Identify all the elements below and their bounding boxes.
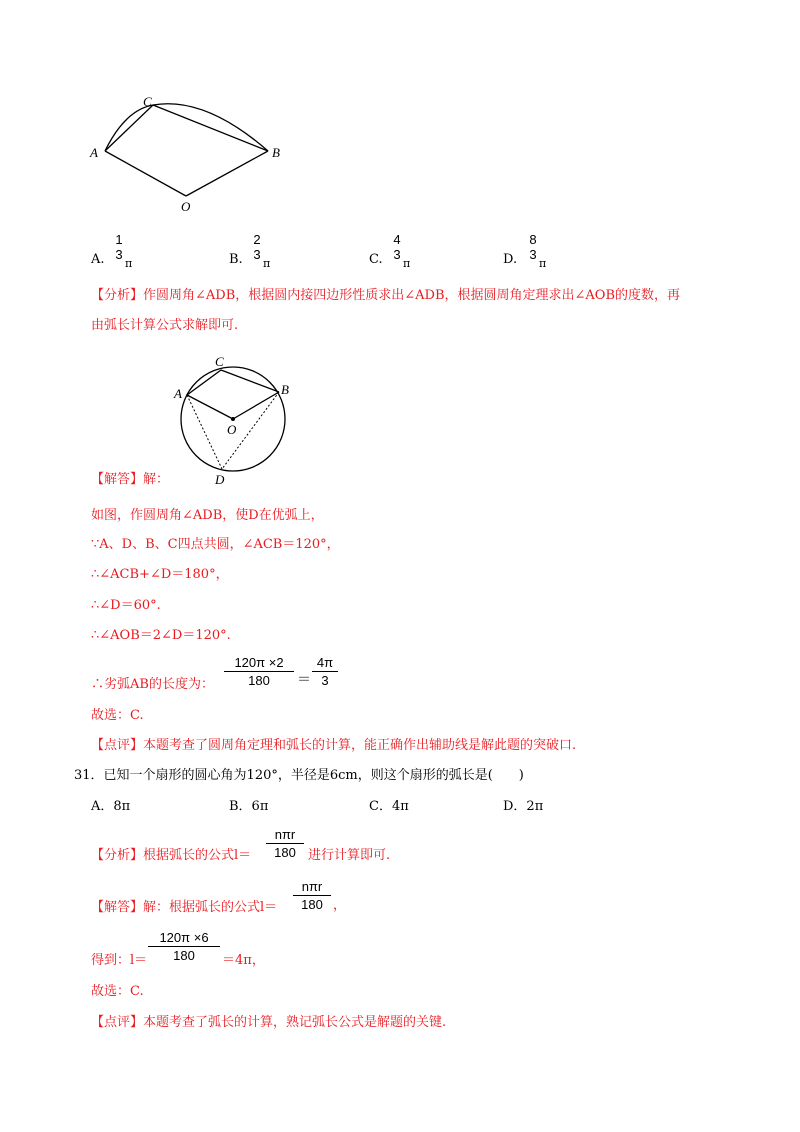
q31-got-frac: 120π ×6 180 <box>148 930 220 963</box>
center-point <box>231 417 235 421</box>
q30-arc-result: 4π 3 <box>312 655 338 688</box>
q30-arc-eq: ＝ <box>297 672 311 688</box>
q31-answer-pre: 【解答】解：根据弧长的公式l＝ <box>91 900 278 915</box>
label-A: A <box>90 145 98 160</box>
q30-option-d-unit: π <box>539 257 547 270</box>
q30-step-1: 如图，作圆周角∠ADB，使D在优弧上， <box>91 508 324 523</box>
figure-arc-quadrilateral <box>85 90 305 220</box>
label-O: O <box>181 199 191 214</box>
q31-comment: 【点评】本题考查了弧长的计算，熟记弧长公式是解题的关键. <box>91 1015 447 1030</box>
q31-stem: 31．已知一个扇形的圆心角为120°，半径是6cm，则这个扇形的弧长是( ) <box>74 768 524 783</box>
q30-analysis-line2: 由弧长计算公式求解即可. <box>91 318 239 333</box>
segment-BO <box>233 392 279 419</box>
q30-analysis-line1: 【分析】作圆周角∠ADB，根据圆内接四边形性质求出∠ADB，根据圆周角定理求出∠AOB的度数，再 <box>91 288 681 303</box>
q30-step-3: ∴∠ACB+∠D＝180°， <box>91 567 229 582</box>
label-A: A <box>174 386 182 401</box>
q30-step-2: ∵A、D、B、C四点共圆，∠ACB＝120°， <box>91 537 340 552</box>
q30-arc-frac: 120π ×2 180 <box>224 655 294 688</box>
q31-analysis-pre: 【分析】根据弧长的公式l＝ <box>91 848 252 863</box>
q31-option-d: D．2π <box>503 799 544 814</box>
q31-got-pre: 得到：l＝ <box>91 953 148 968</box>
q30-answer-head: 【解答】解： <box>91 472 170 487</box>
q30-option-a: A. <box>91 252 105 267</box>
q31-got-post: ＝4π， <box>222 953 265 968</box>
label-O: O <box>227 422 237 437</box>
q30-arc-label: ∴劣弧AB的长度为： <box>91 677 214 692</box>
q31-analysis-frac: nπr 180 <box>266 827 304 860</box>
q30-option-a-frac: 1 3 <box>115 232 123 262</box>
q30-comment: 【点评】本题考查了圆周角定理和弧长的计算，能正确作出辅助线是解此题的突破口. <box>91 738 577 753</box>
q30-option-d: D. <box>503 252 518 267</box>
label-D: D <box>215 472 225 487</box>
q30-option-c-unit: π <box>403 257 411 270</box>
segment-AC <box>187 370 221 395</box>
q30-option-d-frac: 8 3 <box>529 232 537 262</box>
q30-option-b: B. <box>229 252 243 267</box>
q31-option-c: C．4π <box>369 799 409 814</box>
segment-AD <box>187 395 222 469</box>
q30-option-b-unit: π <box>263 257 271 270</box>
q30-choice: 故选：C. <box>91 708 144 723</box>
q31-option-b: B．6π <box>229 799 269 814</box>
q30-step-4: ∴∠D＝60°. <box>91 598 161 613</box>
segment-AO <box>105 151 186 196</box>
segment-BO <box>186 151 268 196</box>
q30-option-c-frac: 4 3 <box>393 232 401 262</box>
segment-AC <box>105 105 153 151</box>
q31-option-a: A．8π <box>91 799 131 814</box>
q30-option-a-unit: π <box>125 257 133 270</box>
label-B: B <box>272 145 280 160</box>
label-B: B <box>281 382 289 397</box>
q31-choice: 故选：C. <box>91 984 144 999</box>
figure-inscribed-circle <box>170 350 300 490</box>
q30-option-c: C. <box>369 252 383 267</box>
q30-step-5: ∴∠AOB＝2∠D＝120°. <box>91 628 231 643</box>
label-C: C <box>215 354 224 369</box>
label-C: C <box>143 94 152 109</box>
q31-analysis-post: 进行计算即可. <box>308 848 391 863</box>
q31-answer-post: ， <box>333 898 347 913</box>
q30-option-b-frac: 2 3 <box>253 232 261 262</box>
q31-answer-frac: nπr 180 <box>293 879 331 912</box>
segment-AO <box>187 395 233 419</box>
segment-CB <box>221 370 279 392</box>
segment-CB <box>153 105 268 151</box>
